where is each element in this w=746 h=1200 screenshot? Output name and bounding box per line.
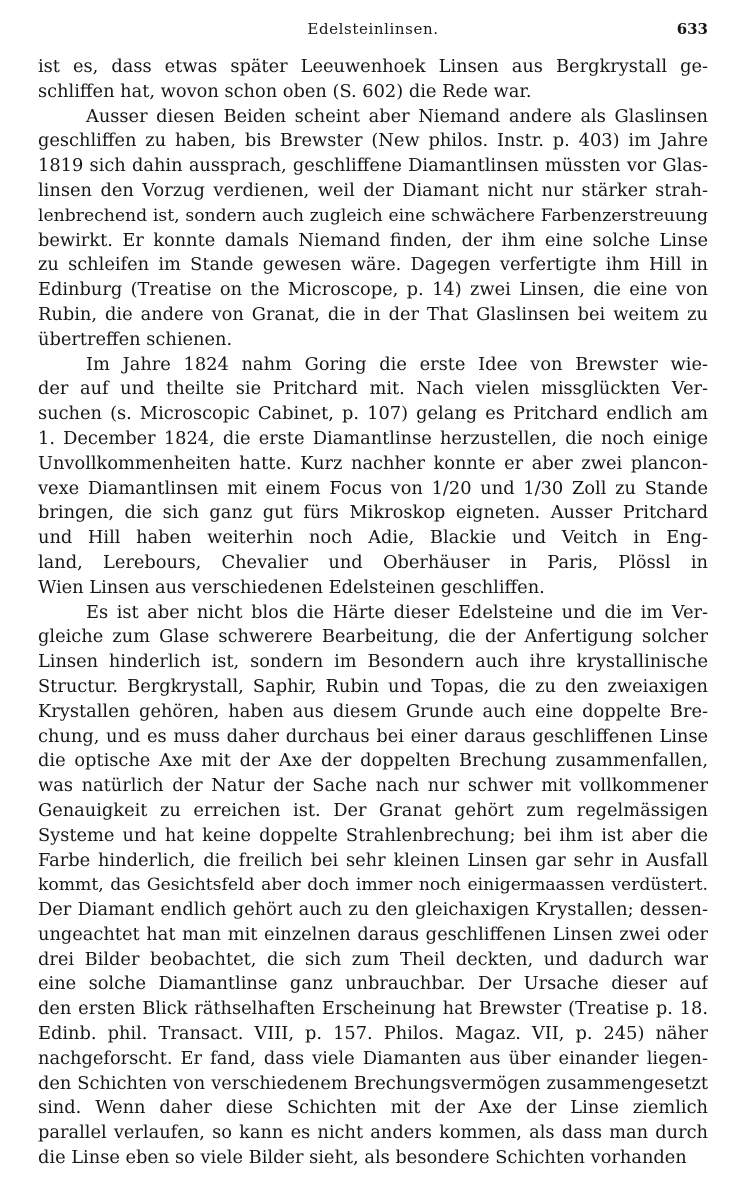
text-line: Structur. Bergkrystall, Saphir, Rubin und Topas, die zu den zweiaxigen bbox=[38, 675, 708, 697]
text-line: parallel verlaufen, so kann es nicht anders kommen, als dass man durch bbox=[38, 1122, 708, 1144]
text-line: Linsen hinderlich ist, sondern im Besondern auch ihre krystallinische bbox=[38, 651, 708, 673]
text-line: den ersten Blick räthselhaften Erscheinung hat Brewster (Treatise p. 18. bbox=[38, 998, 708, 1020]
text-line: Farbe hinderlich, die freilich bei sehr kleinen Linsen gar sehr in Ausfall bbox=[38, 849, 708, 871]
text-line: nachgeforscht. Er fand, dass viele Diamanten aus über einander liegen- bbox=[38, 1047, 708, 1069]
text-line: Systeme und hat keine doppelte Strahlenbrechung; bei ihm ist aber die bbox=[38, 824, 708, 846]
text-line: die optische Axe mit der Axe der doppelten Brechung zusammenfallen, bbox=[38, 750, 708, 772]
text-line: gleiche zum Glase schwerere Bearbeitung, die der Anfertigung solcher bbox=[38, 626, 708, 648]
text-line: ist es, dass etwas später Leeuwenhoek Linsen aus Bergkrystall ge- bbox=[38, 56, 708, 77]
text-line: Unvollkommenheiten hatte. Kurz nachher konnte er aber zwei plancon- bbox=[38, 452, 708, 474]
text-line: suchen (s. Microscopic Cabinet, p. 107) gelang es Pritchard endlich am bbox=[38, 403, 708, 425]
text-line: chung, und es muss daher durchaus bei einer daraus geschliffenen Linse bbox=[38, 725, 708, 747]
text-line: die Linse eben so viele Bilder sieht, als besondere Schichten vorhanden bbox=[38, 1147, 687, 1169]
text-line: was natürlich der Natur der Sache nach nur schwer mit vollkommener bbox=[38, 775, 708, 797]
text-line: ungeachtet hat man mit einzelnen daraus geschliffenen Linsen zwei oder bbox=[38, 923, 708, 945]
text-line: land, Lerebours, Chevalier und Oberhäuser in Paris, Plössl in bbox=[38, 551, 708, 573]
text-line: Edinburg (Treatise on the Microscope, p. 14) zwei Linsen, die eine von bbox=[38, 279, 708, 301]
text-line: lenbrechend ist, sondern auch zugleich eine schwächere Farbenzerstreuung bbox=[38, 205, 708, 226]
text-line: eine solche Diamantlinse ganz unbrauchbar. Der Ursache dieser auf bbox=[38, 973, 708, 995]
page-number: 633 bbox=[676, 20, 708, 38]
text-line: den Schichten von verschiedenem Brechungsvermögen zusammengesetzt bbox=[38, 1072, 708, 1094]
text-line: und Hill haben weiterhin noch Adie, Blackie und Veitch in Eng- bbox=[38, 527, 708, 549]
text-line: übertreffen schienen. bbox=[38, 328, 233, 350]
text-line: geschliffen zu haben, bis Brewster (New philos. Instr. p. 403) im Jahre bbox=[38, 130, 708, 152]
text-line: 1. December 1824, die erste Diamantlinse herzustellen, die noch einige bbox=[38, 427, 708, 449]
text-line: vexe Diamantlinsen mit einem Focus von 1/20 und 1/30 Zoll zu Stande bbox=[38, 477, 708, 499]
text-line: bringen, die sich ganz gut fürs Mikroskop eigneten. Ausser Pritchard bbox=[38, 502, 708, 524]
text-line: bewirkt. Er konnte damals Niemand finden, der ihm eine solche Linse bbox=[38, 229, 708, 251]
text-line: schliffen hat, wovon schon oben (S. 602) die Rede war. bbox=[38, 80, 532, 102]
text-line: Der Diamant endlich gehört auch zu den gleichaxigen Krystallen; dessen- bbox=[38, 899, 708, 921]
text-line: Rubin, die andere von Granat, die in der That Glaslinsen bei weitem zu bbox=[38, 303, 708, 325]
running-head: Edelsteinlinsen. bbox=[307, 20, 439, 38]
text-line: Ausser diesen Beiden scheint aber Niemand andere als Glaslinsen bbox=[86, 105, 708, 127]
text-line: der auf und theilte sie Pritchard mit. Nach vielen missglückten Ver- bbox=[38, 378, 708, 400]
text-line: Im Jahre 1824 nahm Goring die erste Idee von Brewster wie- bbox=[86, 353, 708, 375]
text-line: Wien Linsen aus verschiedenen Edelsteinen geschliffen. bbox=[38, 576, 545, 598]
text-line: Edinb. phil. Transact. VIII, p. 157. Philos. Magaz. VII, p. 245) näher bbox=[38, 1023, 708, 1045]
page-header bbox=[38, 20, 708, 42]
text-line: Genauigkeit zu erreichen ist. Der Granat gehört zum regelmässigen bbox=[38, 799, 708, 821]
text-line: drei Bilder beobachtet, die sich zum Theil deckten, und dadurch war bbox=[38, 948, 708, 970]
text-line: linsen den Vorzug verdienen, weil der Diamant nicht nur stärker strah- bbox=[38, 179, 708, 201]
text-line: 1819 sich dahin aussprach, geschliffene Diamantlinsen müssten vor Glas- bbox=[38, 155, 708, 177]
text-line: Krystallen gehören, haben aus diesem Grunde auch eine doppelte Bre- bbox=[38, 700, 708, 722]
text-line: sind. Wenn daher diese Schichten mit der Axe der Linse ziemlich bbox=[38, 1097, 708, 1119]
body-text bbox=[38, 55, 708, 1171]
text-line: zu schleifen im Stande gewesen wäre. Dagegen verfertigte ihm Hill in bbox=[38, 254, 708, 276]
text-line: kommt, das Gesichtsfeld aber doch immer noch einigermaassen verdüstert. bbox=[38, 875, 708, 896]
text-line: Es ist aber nicht blos die Härte dieser Edelsteine und die im Ver- bbox=[86, 601, 708, 623]
